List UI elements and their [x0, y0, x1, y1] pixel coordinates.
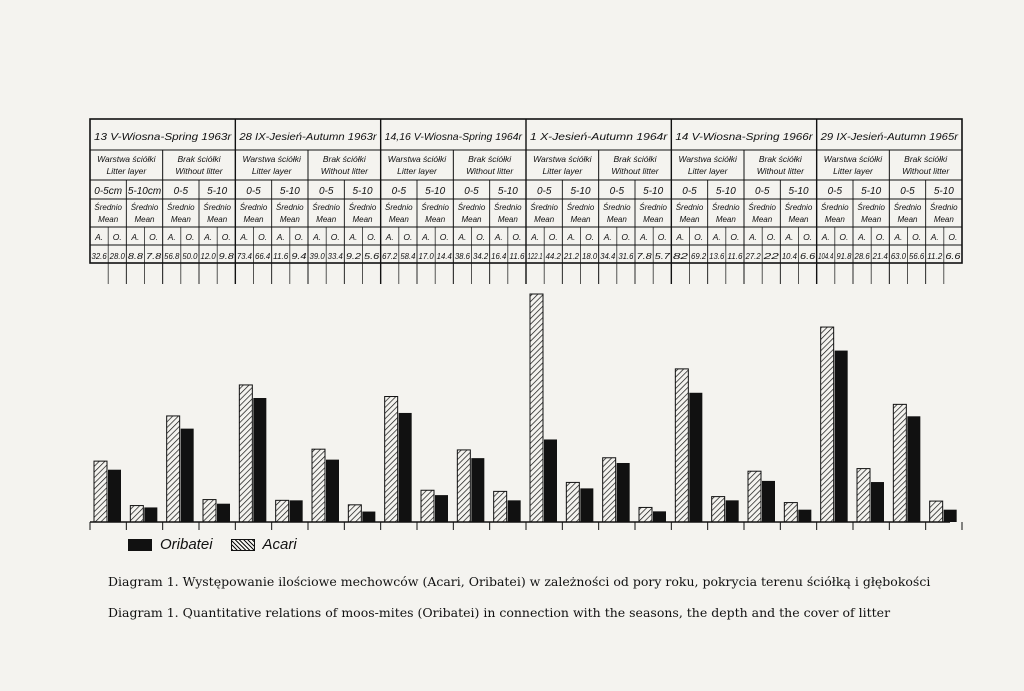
depth-header: 0-5: [318, 186, 334, 197]
mean-header: Średnio Mean: [167, 203, 195, 224]
cover-header: Warstwa ściółki Litter layer: [678, 154, 737, 176]
series-header: A.: [422, 232, 431, 242]
bar-acari: [530, 294, 543, 522]
series-header: O.: [476, 232, 486, 242]
cell-value: 10.4: [781, 252, 798, 261]
bar-oribatei: [290, 500, 303, 522]
series-header: A.: [567, 232, 576, 242]
mean-header: Średnio Mean: [276, 203, 304, 224]
series-header: O.: [330, 232, 340, 242]
period-header: 29 IX-Jesień-Autumn 1965r: [819, 131, 959, 143]
period-header: 1 X-Jesień-Autumn 1964r: [530, 131, 668, 143]
mean-header: Średnio Mean: [530, 203, 558, 224]
cell-value: 22: [761, 252, 780, 261]
cell-value: 27.2: [744, 252, 762, 261]
bar-oribatei: [508, 500, 521, 522]
bar-oribatei: [544, 439, 557, 522]
series-header: A.: [676, 232, 685, 242]
bar-oribatei: [217, 504, 230, 522]
mean-header: Średnio Mean: [784, 203, 813, 224]
bar-oribatei: [326, 460, 339, 522]
cell-value: 63.0: [890, 252, 907, 261]
depth-header: 5-10: [279, 186, 300, 197]
mean-header: Średnio Mean: [821, 203, 849, 224]
depth-header: 0-5: [246, 186, 261, 197]
mean-header: Średnio Mean: [348, 203, 377, 224]
bar-oribatei: [617, 463, 630, 522]
depth-header: 0-5cm: [94, 186, 123, 197]
cover-header: Brak ściółki Without litter: [756, 154, 804, 176]
depth-header: 5-10: [352, 186, 373, 197]
bar-acari: [203, 500, 216, 522]
series-header: O.: [367, 232, 377, 242]
depth-header: 0-5: [609, 186, 625, 197]
bar-oribatei: [108, 470, 121, 522]
depth-header: 5-10: [643, 186, 664, 197]
cover-header: Brak ściółki Without litter: [466, 154, 514, 176]
depth-header: 0-5: [827, 186, 843, 197]
depth-header: 0-5: [900, 186, 915, 197]
bar-acari: [276, 500, 289, 522]
cell-value: 69.2: [691, 252, 707, 261]
series-header: A.: [276, 232, 285, 242]
period-header: 13 V-Wiosna-Spring 1963r: [94, 131, 232, 143]
bar-acari: [167, 416, 180, 522]
cell-value: 28.0: [108, 252, 126, 261]
series-header: O.: [294, 232, 304, 242]
cell-value: 32.6: [91, 252, 108, 261]
depth-header: 0-5: [173, 186, 189, 197]
cell-value: 6.6: [800, 252, 816, 261]
bar-acari: [130, 506, 143, 522]
cell-value: 21.4: [871, 252, 889, 261]
mean-header: Średnio Mean: [566, 203, 595, 224]
cell-value: 8.8: [127, 252, 144, 261]
series-header: O.: [948, 232, 958, 242]
caption-english: Diagram 1. Quantitative relations of moos-mites (Oribatei) in connection with the seasons, the depth and the cover of litter: [108, 605, 891, 620]
series-header: A.: [749, 232, 758, 242]
series-header: A.: [858, 232, 867, 242]
legend-label-oribatei: Oribatei: [160, 536, 213, 553]
series-header: A.: [131, 232, 140, 242]
mean-header: Średnio Mean: [494, 203, 522, 224]
cell-value: 28.6: [853, 252, 871, 261]
series-header: O.: [657, 232, 667, 242]
bar-oribatei: [181, 429, 194, 522]
series-header: A.: [313, 232, 322, 242]
bar-oribatei: [907, 416, 920, 522]
depth-header: 5-10: [497, 186, 518, 197]
series-header: O.: [548, 232, 558, 242]
caption-polish: Diagram 1. Występowanie ilościowe mechowców (Acari, Oribatei) w zależności od pory roku, pokrycia terenu ściółką i głębokości: [108, 574, 931, 589]
cell-value: 6.6: [945, 252, 962, 261]
mean-header: Średnio Mean: [675, 203, 704, 224]
cover-header: Warstwa ściółki Litter layer: [823, 154, 883, 176]
series-header: O.: [730, 232, 740, 242]
cell-value: 34.2: [473, 252, 489, 261]
series-header: O.: [803, 232, 813, 242]
series-header: O.: [512, 232, 522, 242]
cell-value: 104.4: [818, 252, 834, 261]
series-header: A.: [204, 232, 213, 242]
bar-acari: [603, 458, 616, 522]
series-header: A.: [349, 232, 358, 242]
series-header: A.: [458, 232, 467, 242]
series-header: A.: [95, 232, 104, 242]
cell-value: 9.8: [218, 252, 235, 261]
bar-acari: [312, 449, 325, 522]
acari-swatch: [231, 539, 255, 551]
legend-item-acari: [231, 536, 297, 553]
series-header: O.: [875, 232, 885, 242]
series-header: A.: [385, 232, 394, 242]
series-header: O.: [694, 232, 704, 242]
series-header: O.: [585, 232, 595, 242]
series-header: O.: [221, 232, 231, 242]
cell-value: 67.2: [382, 252, 398, 261]
series-header: A.: [167, 232, 176, 242]
cell-value: 11.6: [273, 252, 289, 261]
bar-oribatei: [144, 507, 157, 522]
depth-header: 5-10cm: [127, 186, 162, 197]
period-header: 14 V-Wiosna-Spring 1966r: [675, 131, 814, 143]
depth-header: 0-5: [682, 186, 697, 197]
cell-value: 11.6: [727, 252, 744, 261]
bar-acari: [348, 505, 361, 522]
cell-value: 5.6: [364, 252, 380, 261]
bar-acari: [457, 450, 470, 522]
cover-header: Warstwa ściółki Litter layer: [387, 154, 447, 176]
cell-value: 33.4: [327, 252, 344, 261]
mean-header: Średnio Mean: [712, 203, 740, 224]
bar-acari: [712, 497, 725, 522]
bar-acari: [385, 397, 398, 522]
mean-header: Średnio Mean: [893, 203, 922, 224]
cover-header: Brak ściółki Without litter: [611, 154, 659, 176]
oribatei-swatch: [128, 539, 152, 551]
bar-oribatei: [798, 510, 811, 522]
bar-oribatei: [580, 488, 593, 522]
bar-oribatei: [399, 413, 412, 522]
cell-value: 39.0: [309, 252, 326, 261]
cell-value: 9.2: [345, 252, 362, 261]
cell-value: 31.6: [618, 252, 635, 261]
cover-header: Warstwa ściółki Litter layer: [242, 154, 301, 176]
series-header: A.: [785, 232, 794, 242]
depth-header: 5-10: [207, 186, 228, 197]
depth-header: 5-10: [933, 186, 954, 197]
cover-header: Brak ściółki Without litter: [902, 154, 950, 176]
series-header: A.: [930, 232, 939, 242]
mean-header: Średnio Mean: [239, 203, 268, 224]
cell-value: 11.2: [927, 252, 943, 261]
cover-header: Brak ściółki Without litter: [175, 154, 223, 176]
cell-value: 21.2: [562, 252, 580, 261]
depth-header: 5-10: [425, 186, 446, 197]
cell-value: 56.6: [909, 252, 925, 261]
mean-header: Średnio Mean: [130, 203, 159, 224]
bar-acari: [821, 327, 834, 522]
series-header: O.: [839, 232, 849, 242]
bar-oribatei: [689, 393, 702, 522]
bar-acari: [675, 369, 688, 522]
period-header: 14,16 V-Wiosna-Spring 1964r: [384, 131, 523, 143]
mean-header: Średnio Mean: [421, 203, 449, 224]
cell-value: 38.6: [454, 252, 471, 261]
cell-value: 56.8: [164, 252, 180, 261]
cell-value: 17.0: [418, 252, 435, 261]
depth-header: 0-5: [464, 186, 479, 197]
depth-header: 0-5: [754, 186, 770, 197]
cell-value: 7.8: [636, 252, 653, 261]
cell-value: 7.8: [146, 252, 162, 261]
cell-value: 18.0: [582, 252, 598, 261]
bar-oribatei: [653, 511, 666, 522]
mean-header: Średnio Mean: [603, 203, 631, 224]
bar-oribatei: [253, 398, 266, 522]
bar-oribatei: [362, 512, 375, 522]
bar-acari: [239, 385, 252, 522]
cover-header: Warstwa ściółki Litter layer: [533, 154, 592, 176]
series-header: O.: [912, 232, 922, 242]
bar-acari: [784, 503, 797, 522]
mean-header: Średnio Mean: [930, 203, 958, 224]
series-header: O.: [185, 232, 195, 242]
cell-value: 73.4: [236, 252, 253, 261]
bar-acari: [748, 471, 761, 522]
cell-value: 9.4: [291, 252, 308, 261]
series-header: A.: [494, 232, 503, 242]
depth-header: 5-10: [715, 186, 736, 197]
mean-header: Średnio Mean: [857, 203, 885, 224]
depth-header: 0-5: [391, 186, 407, 197]
bar-acari: [494, 491, 507, 522]
cell-value: 122.1: [527, 252, 543, 261]
cell-value: 13.6: [709, 252, 725, 261]
cell-value: 12.0: [200, 252, 217, 261]
bar-acari: [930, 501, 943, 522]
bar-plot: [90, 294, 962, 530]
cell-value: 14.4: [436, 252, 453, 261]
bar-acari: [421, 490, 434, 522]
cover-header: Brak ściółki Without litter: [320, 154, 368, 176]
period-header: 28 IX-Jesień-Autumn 1963r: [238, 131, 378, 143]
bar-acari: [857, 469, 870, 522]
cover-header: Warstwa ściółki Litter layer: [97, 154, 156, 176]
cell-value: 58.4: [400, 252, 417, 261]
legend-item-oribatei: [128, 536, 213, 553]
bar-oribatei: [871, 482, 884, 522]
series-header: O.: [439, 232, 449, 242]
series-header: A.: [531, 232, 540, 242]
cell-value: 82: [672, 252, 689, 261]
legend-label-acari: Acari: [262, 536, 297, 553]
series-header: O.: [149, 232, 159, 242]
mean-header: Średnio Mean: [457, 203, 486, 224]
bar-oribatei: [726, 500, 739, 522]
series-header: A.: [640, 232, 649, 242]
cell-value: 66.4: [255, 252, 271, 261]
bar-oribatei: [471, 458, 484, 522]
series-header: O.: [112, 232, 122, 242]
series-header: A.: [240, 232, 249, 242]
mean-header: Średnio Mean: [748, 203, 776, 224]
bar-acari: [566, 482, 579, 522]
depth-header: 5-10: [861, 186, 882, 197]
bar-oribatei: [435, 495, 448, 522]
series-header: O.: [258, 232, 268, 242]
mean-header: Średnio Mean: [94, 203, 122, 224]
mean-header: Średnio Mean: [203, 203, 231, 224]
data-table: [90, 119, 962, 284]
cell-value: 11.6: [509, 252, 526, 261]
series-header: O.: [621, 232, 631, 242]
series-header: A.: [712, 232, 721, 242]
depth-header: 5-10: [570, 186, 591, 197]
depth-header: 0-5: [536, 186, 552, 197]
mean-header: Średnio Mean: [312, 203, 340, 224]
cell-value: 34.4: [600, 252, 616, 261]
mean-header: Średnio Mean: [385, 203, 413, 224]
bar-acari: [893, 404, 906, 522]
cell-value: 44.2: [545, 252, 562, 261]
series-header: O.: [403, 232, 413, 242]
bar-acari: [639, 507, 652, 522]
depth-header: 5-10: [788, 186, 809, 197]
bar-oribatei: [944, 510, 957, 522]
cell-value: 5.7: [654, 252, 671, 261]
series-header: A.: [821, 232, 830, 242]
cell-value: 91.8: [836, 252, 853, 261]
legend: [128, 536, 297, 553]
series-header: O.: [766, 232, 776, 242]
cell-value: 16.4: [491, 252, 507, 261]
series-header: A.: [894, 232, 903, 242]
bar-oribatei: [835, 351, 848, 522]
series-header: A.: [603, 232, 612, 242]
bar-oribatei: [762, 481, 775, 522]
cell-value: 50.0: [182, 252, 199, 261]
bar-acari: [94, 461, 107, 522]
mean-header: Średnio Mean: [639, 203, 667, 224]
